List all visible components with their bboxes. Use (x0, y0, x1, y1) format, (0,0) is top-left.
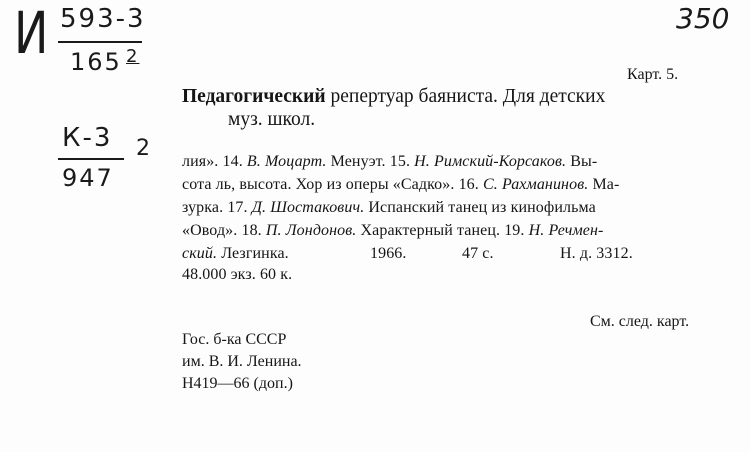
author-mark-superscript: 2 (136, 136, 152, 161)
text-fragment: Менуэт. 15. (326, 153, 415, 170)
body-line-2 (182, 176, 619, 194)
body-line-6: 48.000 экз. 60 к. (182, 266, 293, 283)
title-line-2: муз. школ. (228, 109, 316, 130)
author-name: ский. (182, 245, 218, 262)
author-mark-divider (58, 158, 124, 160)
author-mark-bottom: 947 (62, 164, 114, 192)
margin-mark: И (14, 0, 49, 67)
author-mark-top: К-3 (62, 123, 113, 153)
body-line-1 (182, 153, 597, 171)
text-fragment: Вы- (566, 153, 598, 170)
author-name: Н. Римский-Корсаков. (414, 153, 567, 170)
author-name: Н. Речмен- (528, 222, 604, 239)
text-fragment: Характерный танец. 19. (356, 222, 529, 239)
author-name: Д. Шостакович. (251, 199, 365, 216)
text-fragment: лия». 14. (182, 153, 247, 170)
text-fragment: зурка. 17. (182, 199, 252, 216)
card-number: 350 (676, 2, 730, 35)
page-count: 47 с. (462, 245, 494, 262)
text-fragment: Лезгинка. (217, 245, 289, 262)
title-line-1 (182, 86, 605, 108)
text-fragment: Испанский танец из кинофильма (364, 199, 596, 216)
body-line-3 (182, 199, 596, 217)
shelf-mark-divider (58, 41, 142, 43)
author-name: С. Рахманинов. (482, 176, 589, 193)
publication-year: 1966. (370, 245, 407, 262)
library-line-3: Н419—66 (доп.) (182, 375, 293, 392)
card-sequence: Карт. 5. (627, 66, 679, 83)
body-line-5 (182, 245, 642, 263)
title-rest: репертуар баяниста. Для детских (330, 86, 606, 107)
library-line-1: Гос. б-ка СССР (182, 331, 287, 348)
title-heading: Педагогический (182, 86, 326, 107)
text-fragment: «Овод». 18. (182, 222, 266, 239)
text-fragment: сота ль, высота. Хор из оперы «Садко». 16. (182, 176, 483, 193)
text-fragment: Ма- (588, 176, 620, 193)
author-name: П. Лондонов. (265, 222, 357, 239)
library-line-2: им. В. И. Ленина. (182, 353, 302, 370)
shelf-mark-superscript: 2 (126, 46, 140, 67)
shelf-mark-top: 593-3 (60, 4, 146, 34)
shelf-mark-bottom: 165 (70, 48, 122, 76)
author-name: В. Моцарт. (246, 153, 327, 170)
see-next-card: См. след. карт. (590, 313, 690, 330)
body-line-4 (182, 222, 603, 240)
registry-number: Н. д. 3312. (560, 245, 633, 262)
